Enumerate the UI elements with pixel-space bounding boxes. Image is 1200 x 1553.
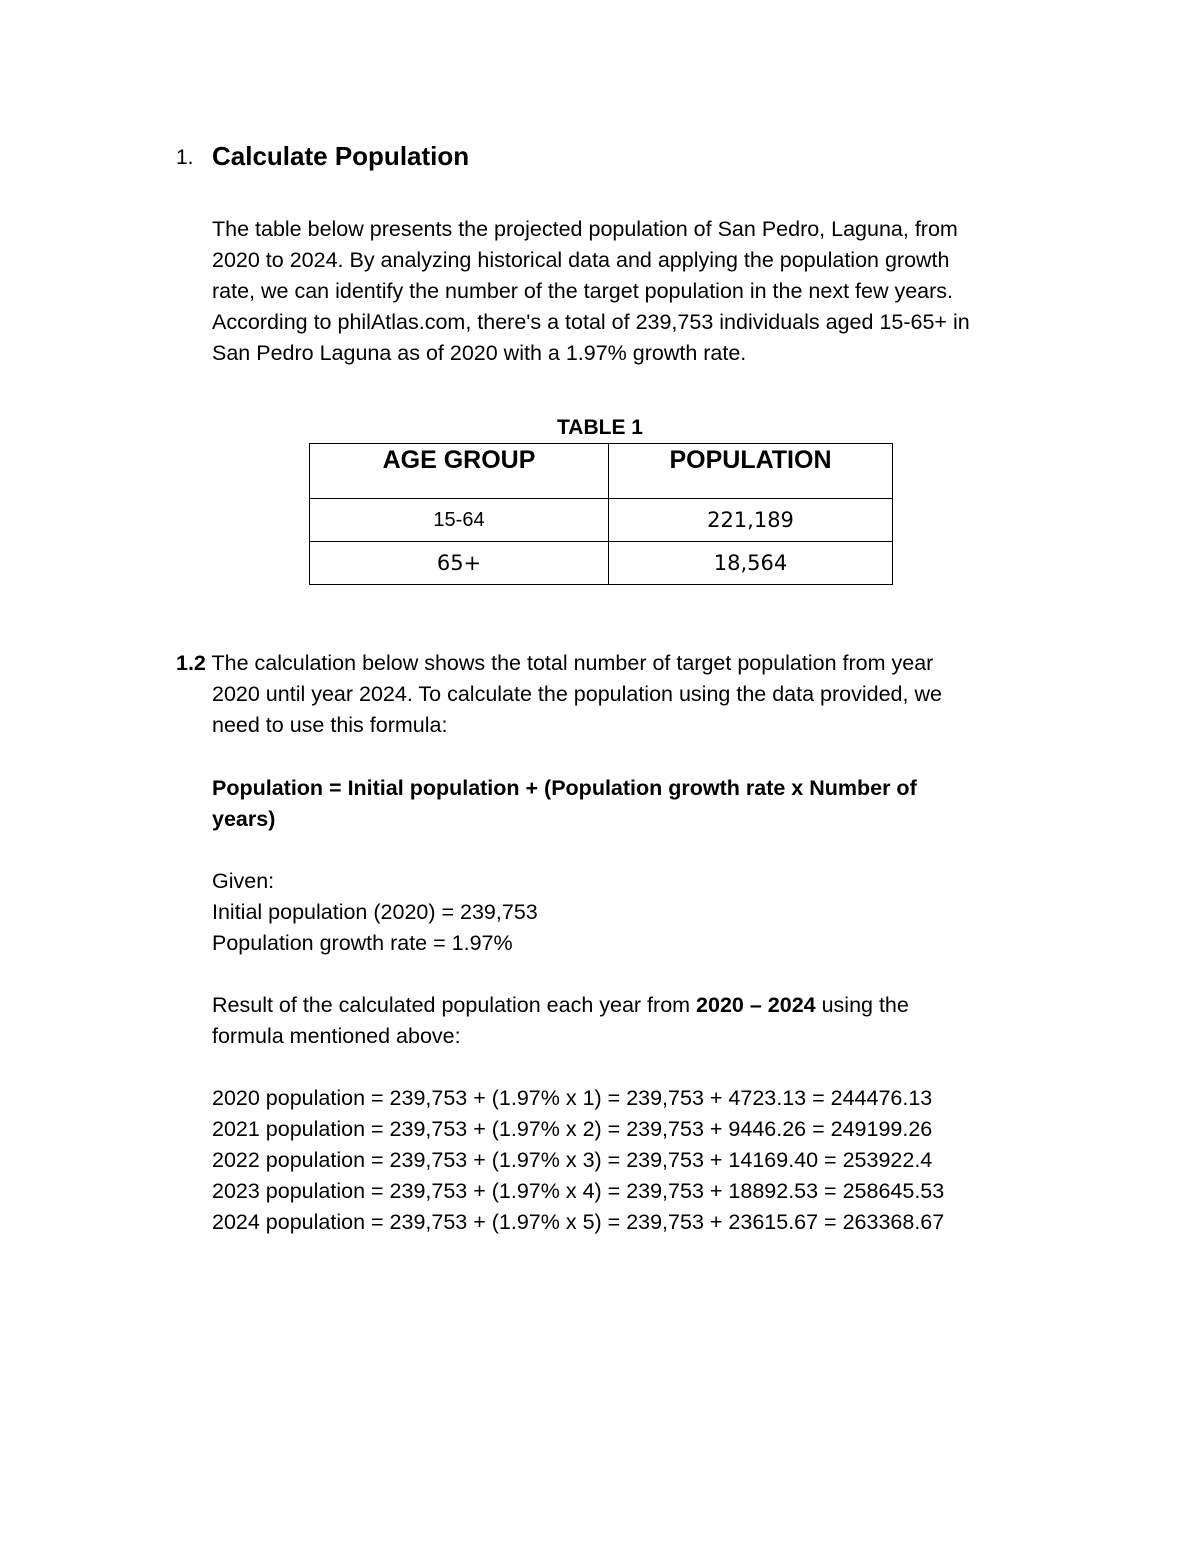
formula-line: years) bbox=[212, 807, 276, 831]
header-population: POPULATION bbox=[609, 444, 893, 499]
section2-number: 1.2 bbox=[176, 651, 206, 675]
cell-population: 221,189 bbox=[609, 499, 893, 542]
paragraph-line: rate, we can identify the number of the target population in the next few years. bbox=[212, 279, 953, 303]
section-number: 1. bbox=[176, 146, 194, 169]
section2-text: The calculation below shows the total number of target population from year bbox=[211, 651, 934, 675]
table-row bbox=[310, 499, 893, 542]
calculation-line: 2020 population = 239,753 + (1.97% x 1) = 239,753 + 4723.13 = 244476.13 bbox=[212, 1086, 933, 1110]
table-header-row bbox=[310, 444, 893, 499]
paragraph-line: The table below presents the projected population of San Pedro, Laguna, from bbox=[212, 217, 958, 241]
section-title: Calculate Population bbox=[212, 141, 470, 171]
calculation-list bbox=[212, 1083, 1072, 1238]
result-suffix: using the bbox=[815, 993, 909, 1017]
given-line: Initial population (2020) = 239,753 bbox=[212, 900, 538, 924]
table-row bbox=[310, 542, 893, 585]
result-intro bbox=[212, 990, 1072, 1052]
cell-population: 18,564 bbox=[609, 542, 893, 585]
formula bbox=[212, 773, 1072, 835]
intro-paragraph bbox=[212, 214, 1072, 369]
calculation-line: 2022 population = 239,753 + (1.97% x 3) = 239,753 + 14169.40 = 253922.4 bbox=[212, 1148, 933, 1172]
given-label: Given: bbox=[212, 869, 275, 893]
result-line bbox=[212, 990, 1072, 1021]
formula-line: Population = Initial population + (Population growth rate x Number of bbox=[212, 776, 917, 800]
table-caption: TABLE 1 bbox=[557, 416, 643, 439]
paragraph-line: According to philAtlas.com, there's a total of 239,753 individuals aged 15-65+ in bbox=[212, 310, 970, 334]
result-prefix: Result of the calculated population each year from bbox=[212, 993, 697, 1017]
paragraph-line: 2020 to 2024. By analyzing historical data and applying the population growth bbox=[212, 248, 950, 272]
calculation-line: 2024 population = 239,753 + (1.97% x 5) = 239,753 + 23615.67 = 263368.67 bbox=[212, 1210, 945, 1234]
calculation-line: 2023 population = 239,753 + (1.97% x 4) = 239,753 + 18892.53 = 258645.53 bbox=[212, 1179, 945, 1203]
section2-line: 2020 until year 2024. To calculate the population using the data provided, we bbox=[212, 682, 942, 706]
given-line: Population growth rate = 1.97% bbox=[212, 931, 513, 955]
section2-line: need to use this formula: bbox=[212, 713, 448, 737]
section2-intro bbox=[176, 648, 1076, 741]
header-age-group: AGE GROUP bbox=[310, 444, 609, 499]
population-table bbox=[309, 443, 893, 585]
section2-line bbox=[176, 648, 1076, 679]
result-line: formula mentioned above: bbox=[212, 1024, 461, 1048]
paragraph-line: San Pedro Laguna as of 2020 with a 1.97% growth rate. bbox=[212, 341, 747, 365]
cell-age-group: 65+ bbox=[310, 542, 609, 585]
given-block bbox=[212, 866, 1072, 959]
calculation-line: 2021 population = 239,753 + (1.97% x 2) = 239,753 + 9446.26 = 249199.26 bbox=[212, 1117, 933, 1141]
result-years: 2020 – 2024 bbox=[696, 993, 816, 1017]
cell-age-group: 15-64 bbox=[310, 499, 609, 542]
